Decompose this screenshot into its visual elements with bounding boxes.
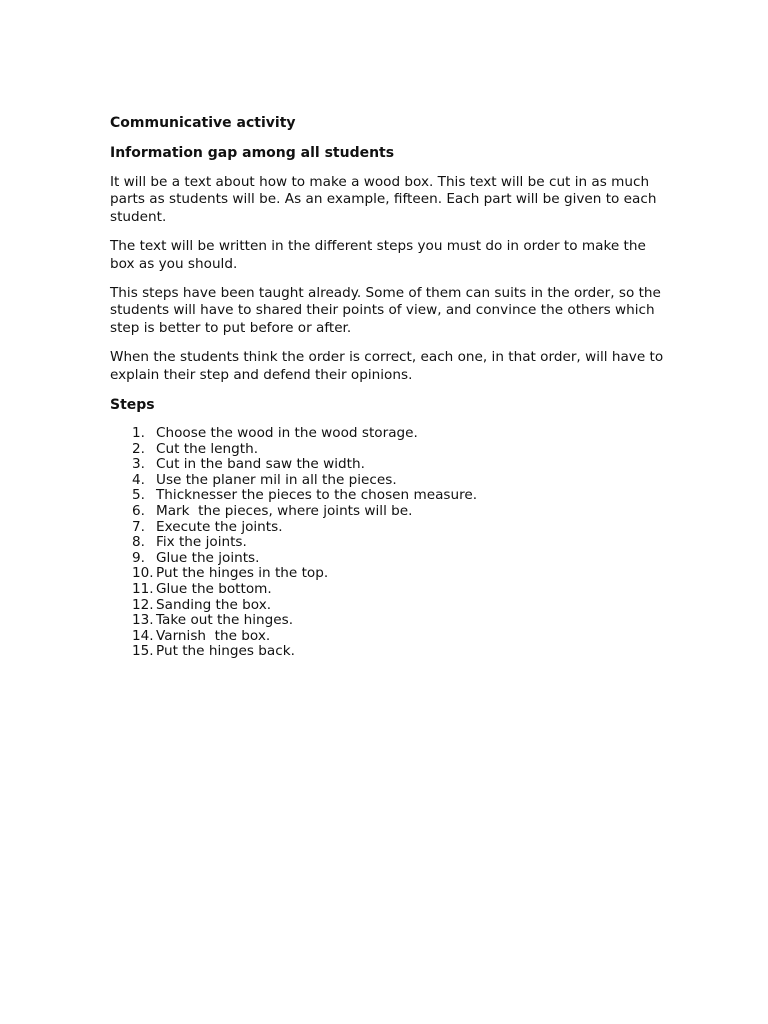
document-title: Communicative activity [110,115,296,131]
step-text: Execute the joints. [156,518,283,535]
step-item [110,629,670,645]
step-text: Cut in the band saw the width. [156,456,365,473]
step-item [110,613,670,629]
step-item [110,644,670,660]
step-item [110,582,670,598]
step-number: 15. [132,643,154,660]
steps-heading: Steps [110,397,155,414]
step-text: Cut the length. [156,440,259,457]
step-text: Sanding the box. [156,596,272,613]
step-number: 14. [132,627,154,644]
paragraph: It will be a text about how to make a wood box. This text will be cut in as much parts as students will be. As an example, fifteen. Each part will be given to each student. [110,174,657,225]
step-item [110,598,670,614]
step-number: 12. [132,596,154,613]
paragraph: When the students think the order is correct, each one, in that order, will have to explain their step and defend their opinions. [110,349,664,383]
step-text: Glue the joints. [156,549,260,566]
step-item [110,504,670,520]
step-text: Put the hinges back. [156,643,295,660]
step-text: Thicknesser the pieces to the chosen measure. [156,487,478,504]
step-text: Glue the bottom. [156,581,272,597]
step-text: Varnish the box. [156,627,271,644]
step-text: Put the hinges in the top. [156,565,329,582]
step-item [110,457,670,473]
step-item [110,551,670,567]
step-number: 10. [132,565,154,582]
step-item [110,566,670,582]
step-item [110,535,670,551]
step-text: Mark the pieces, where joints will be. [156,503,413,520]
step-item [110,442,670,458]
step-number: 1. [132,425,145,442]
step-text: Fix the joints. [156,534,247,551]
step-number: 7. [132,518,145,535]
step-item [110,520,670,536]
paragraph: The text will be written in the different steps you must do in order to make the box as you should. [110,238,646,272]
step-item [110,473,670,489]
step-number: 5. [132,487,145,504]
document-subtitle: Information gap among all students [110,145,395,161]
step-text: Take out the hinges. [156,612,294,629]
step-number: 2. [132,440,145,457]
document-page [110,114,670,660]
step-number: 3. [132,456,145,473]
step-item [110,488,670,504]
step-number: 11. [132,581,154,597]
step-text: Use the planer mil in all the pieces. [156,471,397,488]
step-number: 9. [132,549,145,566]
step-number: 13. [132,612,154,629]
step-number: 6. [132,503,145,520]
step-item [110,426,670,442]
step-number: 4. [132,471,145,488]
step-text: Choose the wood in the wood storage. [156,425,418,442]
paragraph: This steps have been taught already. Some of them can suits in the order, so the students will have to shared their points of view, and convince the others which step is better to put before or after. [110,285,661,336]
steps-list [110,426,670,660]
step-number: 8. [132,534,145,551]
